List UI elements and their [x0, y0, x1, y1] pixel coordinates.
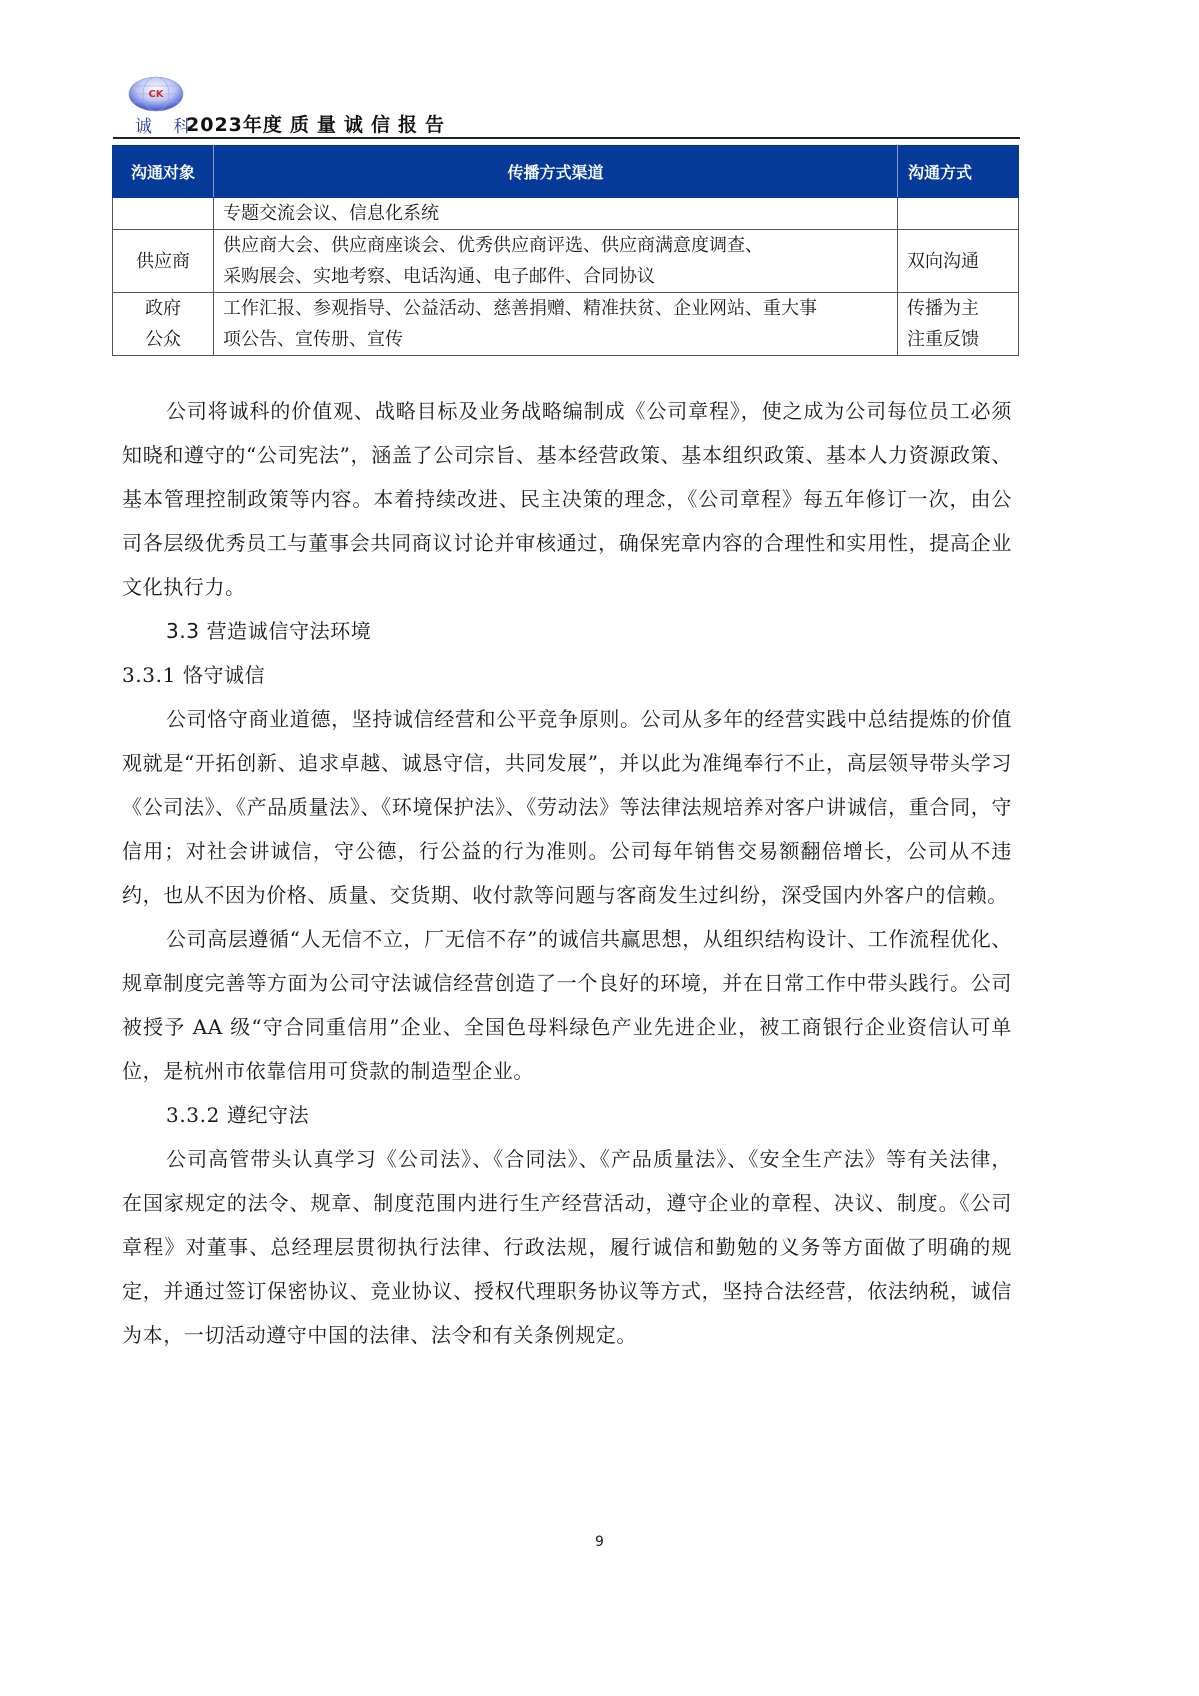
table-cell-method: 双向沟通: [898, 230, 1019, 293]
table-row: [113, 230, 1019, 293]
table-cell-method: [898, 198, 1019, 230]
logo-letters: CK: [148, 89, 164, 100]
table-cell-channels: 专题交流会议、信息化系统: [214, 198, 898, 230]
section-heading: 3.3 营造诚信守法环境: [166, 619, 372, 643]
logo-text: 诚 科: [135, 117, 199, 137]
table-row: [113, 293, 1019, 356]
subsection-heading: 3.3.1 恪守诚信: [122, 663, 266, 687]
page-number: 9: [595, 1534, 604, 1550]
paragraph: 公司将诚科的价值观、战略目标及业务战略编制成《公司章程》，使之成为公司每位员工必须知晓和遵守的“公司宪法”，涵盖了公司宗旨、基本经营政策、基本组织政策、基本人力资源政策、基本管理控制政策等内容。本着持续改进、民主决策的理念，《公司章程》每五年修订一次，由公司各层级优秀员工与董事会共同商议讨论并审核通过，确保宪章内容的合理性和实用性，提高企业文化执行力。: [122, 399, 1012, 599]
table-header-row: [113, 146, 1019, 198]
table-cell-object: 政府 公众: [113, 293, 214, 356]
paragraph: 公司高管带头认真学习《公司法》、《合同法》、《产品质量法》、《安全生产法》等有关法律，在国家规定的法令、规章、制度范围内进行生产经营活动，遵守企业的章程、决议、制度。《公司章程》对董事、总经理层贯彻执行法律、行政法规，履行诚信和勤勉的义务等方面做了明确的规定，并通过签订保密协议、竞业协议、授权代理职务协议等方式，坚持合法经营，依法纳税，诚信为本，一切活动遵守中国的法律、法令和有关条例规定。: [122, 1147, 1012, 1347]
column-header: 沟通对象: [113, 146, 214, 198]
table-cell-object: [113, 198, 214, 230]
table-cell-method: 传播为主 注重反馈: [898, 293, 1019, 356]
table-row: [113, 198, 1019, 230]
document-title: 2023年度 质 量 诚 信 报 告: [186, 114, 445, 136]
paragraph: 公司高层遵循“人无信不立，厂无信不存”的诚信共赢思想，从组织结构设计、工作流程优化、规章制度完善等方面为公司守法诚信经营创造了一个良好的环境，并在日常工作中带头践行。公司被授予 AA 级“守合同重信用”企业、全国色母料绿色产业先进企业，被工商银行企业资信认可单位，是杭州市依靠信用可贷款的制造型企业。: [122, 927, 1012, 1083]
paragraph: 公司恪守商业道德，坚持诚信经营和公平竞争原则。公司从多年的经营实践中总结提炼的价值观就是“开拓创新、追求卓越、诚恳守信，共同发展”，并以此为准绳奉行不止，高层领导带头学习《公司法》、《产品质量法》、《环境保护法》、《劳动法》等法律法规培养对客户讲诚信，重合同，守信用；对社会讲诚信，守公德，行公益的行为准则。公司每年销售交易额翻倍增长，公司从不违约，也从不因为价格、质量、交货期、收付款等问题与客商发生过纠纷，深受国内外客户的信赖。: [122, 707, 1012, 907]
column-header: 沟通方式: [898, 146, 1019, 198]
subsection-heading: 3.3.2 遵纪守法: [166, 1103, 310, 1127]
column-header: 传播方式渠道: [214, 146, 898, 198]
body-content: [122, 389, 1012, 1357]
table-cell-object: 供应商: [113, 230, 214, 293]
table-cell-channels: 工作汇报、参观指导、公益活动、慈善捐赠、精准扶贫、企业网站、重大事 项公告、宣传册、宣传: [214, 293, 898, 356]
table-cell-channels: 供应商大会、供应商座谈会、优秀供应商评选、供应商满意度调查、 采购展会、实地考察、电话沟通、电子邮件、合同协议: [214, 230, 898, 293]
header-divider: [113, 137, 1020, 139]
communication-table: [112, 145, 1019, 356]
page-header: [128, 76, 1018, 140]
company-logo-icon: [128, 76, 184, 112]
